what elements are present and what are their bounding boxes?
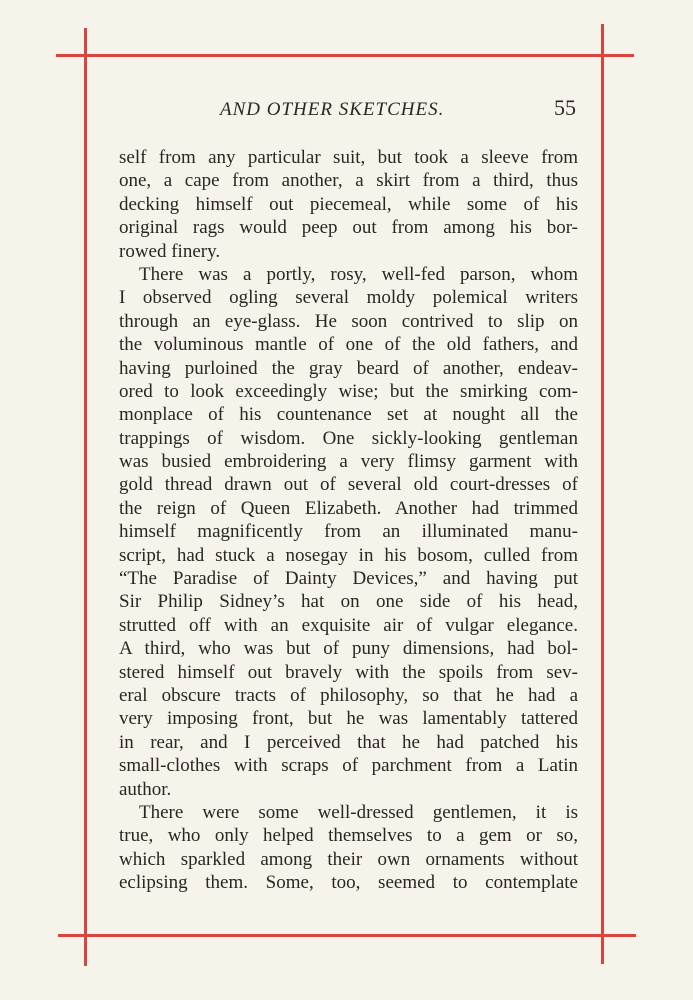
text-line: in rear, and I perceived that he had patched his — [119, 731, 578, 753]
text-line: There were some well-dressed gentlemen, it is — [139, 801, 578, 823]
text-line: trappings of wisdom. One sickly-looking gentleman — [119, 427, 578, 449]
text-line: very imposing front, but he was lamentably tattered — [119, 708, 578, 730]
running-title: AND OTHER SKETCHES. — [220, 99, 445, 120]
text-line: which sparkled among their own ornaments without — [119, 848, 578, 870]
text-line: eral obscure tracts of philosophy, so that he had a — [119, 684, 578, 706]
text-line: author. — [119, 778, 172, 800]
text-line: was busied embroidering a very flimsy garment with — [119, 451, 578, 473]
text-line: one, a cape from another, a skirt from a third, thus — [119, 170, 578, 192]
text-line: ored to look exceedingly wise; but the smirking com- — [119, 380, 578, 402]
text-line: himself magnificently from an illuminated manu- — [119, 521, 578, 543]
text-line: decking himself out piecemeal, while some of his — [119, 193, 578, 215]
text-line: stered himself out bravely with the spoils from sev- — [119, 661, 578, 683]
text-line: the voluminous mantle of one of the old fathers, and — [119, 334, 578, 356]
text-line: the reign of Queen Elizabeth. Another had trimmed — [119, 497, 578, 519]
text-line: through an eye-glass. He soon contrived to slip on — [119, 310, 578, 332]
text-line: monplace of his countenance set at nought all the — [119, 404, 578, 426]
left-border-rule — [84, 28, 87, 966]
text-line: true, who only helped themselves to a gem or so, — [119, 825, 578, 847]
bottom-border-rule — [58, 934, 636, 937]
text-line: original rags would peep out from among his bor- — [119, 217, 578, 239]
right-border-rule — [601, 24, 604, 964]
text-line: script, had stuck a nosegay in his bosom, culled from — [119, 544, 578, 566]
text-line: I observed ogling several moldy polemical writers — [119, 287, 578, 309]
text-line: self from any particular suit, but took a sleeve from — [119, 147, 578, 168]
body-text — [119, 146, 578, 895]
text-line: strutted off with an exquisite air of vulgar elegance. — [119, 614, 578, 636]
text-line: There was a portly, rosy, well-fed parson, whom — [139, 263, 578, 285]
page-number: 55 — [554, 95, 576, 120]
page-header — [118, 95, 578, 129]
text-line: eclipsing them. Some, too, seemed to contemplate — [119, 872, 578, 894]
text-line: rowed finery. — [119, 240, 221, 262]
text-line: A third, who was but of puny dimensions, had bol- — [119, 638, 578, 660]
text-line: “The Paradise of Dainty Devices,” and having put — [119, 568, 578, 590]
text-line: Sir Philip Sidney’s hat on one side of his head, — [119, 591, 578, 613]
text-line: gold thread drawn out of several old court-dresses of — [119, 474, 578, 496]
text-line: small-clothes with scraps of parchment from a Latin — [119, 755, 578, 777]
text-line: having purloined the gray beard of another, endeav- — [119, 357, 578, 379]
top-border-rule — [56, 54, 634, 57]
